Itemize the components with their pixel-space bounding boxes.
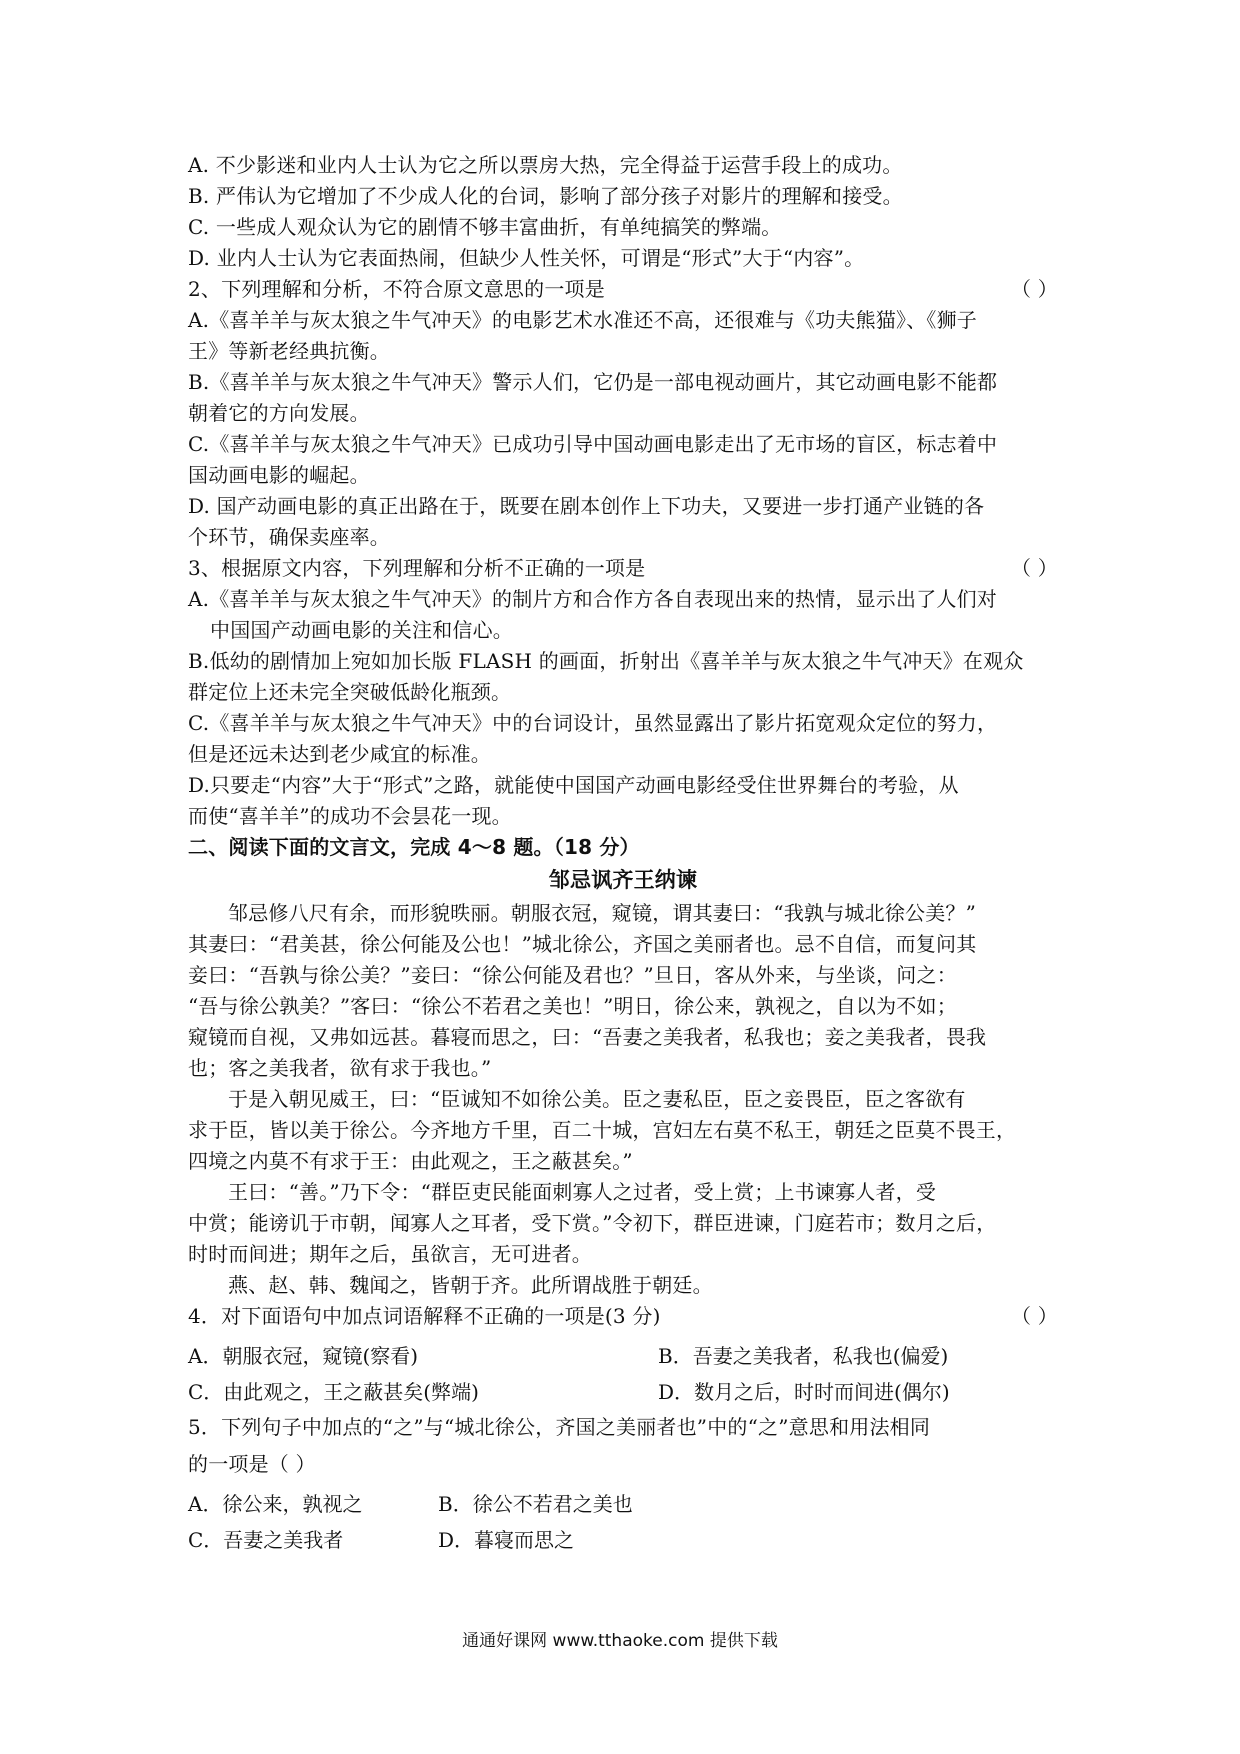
q4-option-b: B．吾妻之美我者，私我也(偏爱) — [658, 1344, 949, 1368]
passage-p1-line1: 邹忌修八尺有余，而形貌昳丽。朝服衣冠，窥镜，谓其妻曰：“我孰与城北徐公美？” — [228, 901, 977, 925]
q4-option-d: D．数月之后，时时而间进(偶尔) — [658, 1380, 950, 1404]
q3-option-b-line2: 群定位上还未完全突破低龄化瓶颈。 — [188, 680, 512, 704]
q5-stem-line1: 5．下列句子中加点的“之”与“城北徐公，齐国之美丽者也”中的“之”意思和用法相同 — [188, 1415, 931, 1439]
q3-option-b-line1: B.低幼的剧情加上宛如加长版 FLASH 的画面，折射出《喜羊羊与灰太狼之牛气冲天》在观众 — [188, 649, 1024, 673]
passage-title: 邹忌讽齐王纳谏 — [548, 868, 698, 892]
q4-answer-blank: （ ） — [1011, 1304, 1058, 1328]
q5-options-row-1 — [188, 1486, 1058, 1522]
passage-p1-line2: 其妻曰：“君美甚，徐公何能及公也！”城北徐公，齐国之美丽者也。忌不自信，而复问其 — [188, 932, 977, 956]
passage-p1-line6: 也；客之美我者，欲有求于我也。” — [188, 1056, 492, 1080]
q4-option-c: C．由此观之，王之蔽甚矣(弊端) — [188, 1380, 479, 1404]
q2-option-a-line1: A.《喜羊羊与灰太狼之牛气冲天》的电影艺术水准还不高，还很难与《功夫熊猫》、《狮子 — [188, 308, 978, 332]
passage-p2-line3: 四境之内莫不有求于王：由此观之，王之蔽甚矣。” — [188, 1149, 633, 1173]
q2-option-d-line2: 个环节，确保卖座率。 — [188, 525, 390, 549]
q2-stem: 2、下列理解和分析，不符合原文意思的一项是 — [188, 277, 605, 301]
q2-stem-row — [188, 274, 1058, 305]
q3-option-d-line2: 而使“喜羊羊”的成功不会昙花一现。 — [188, 804, 512, 828]
q3-stem-row — [188, 553, 1058, 584]
q2-answer-blank: （ ） — [1011, 277, 1058, 301]
passage-p1-line4: “吾与徐公孰美？”客曰：“徐公不若君之美也！”明日，徐公来，孰视之，自以为不如； — [188, 994, 957, 1018]
passage-p2-line1: 于是入朝见威王，曰：“臣诚知不如徐公美。臣之妻私臣，臣之妾畏臣，臣之客欲有 — [228, 1087, 966, 1111]
q4-options-row-2 — [188, 1374, 1058, 1410]
q1-option-b: B. 严伟认为它增加了不少成人化的台词，影响了部分孩子对影片的理解和接受。 — [188, 184, 903, 208]
document-body — [188, 150, 1058, 1558]
q2-option-b-line1: B.《喜羊羊与灰太狼之牛气冲天》警示人们，它仍是一部电视动画片，其它动画电影不能都 — [188, 370, 998, 394]
q3-stem: 3、根据原文内容，下列理解和分析不正确的一项是 — [188, 556, 646, 580]
passage-p1-line5: 窥镜而自视，又弗如远甚。暮寝而思之，曰：“吾妻之美我者，私我也；妾之美我者，畏我 — [188, 1025, 987, 1049]
passage-p3-line3: 时时而间进；期年之后，虽欲言，无可进者。 — [188, 1242, 592, 1266]
q4-stem: 4．对下面语句中加点词语解释不正确的一项是(3 分) — [188, 1304, 661, 1328]
passage-p3-line1: 王曰：“善。”乃下令：“群臣吏民能面刺寡人之过者，受上赏；上书谏寡人者，受 — [228, 1180, 937, 1204]
q4-option-a: A．朝服衣冠，窥镜(察看) — [188, 1344, 419, 1368]
q3-option-c-line2: 但是还远未达到老少咸宜的标准。 — [188, 742, 491, 766]
passage-p4-line1: 燕、赵、韩、魏闻之，皆朝于齐。此所谓战胜于朝廷。 — [228, 1273, 713, 1297]
q2-option-a-line2: 王》等新老经典抗衡。 — [188, 339, 390, 363]
page-footer: 通通好课网 www.tthaoke.com 提供下载 — [462, 1631, 778, 1651]
q5-options-row-2 — [188, 1522, 1058, 1558]
q2-option-c-line1: C.《喜羊羊与灰太狼之牛气冲天》已成功引导中国动画电影走出了无市场的盲区，标志着中 — [188, 432, 998, 456]
q3-option-d-line1: D.只要走“内容”大于“形式”之路，就能使中国国产动画电影经受住世界舞台的考验，从 — [188, 773, 959, 797]
q1-option-d: D. 业内人士认为它表面热闹，但缺少人性关怀，可谓是“形式”大于“内容”。 — [188, 246, 865, 270]
q4-stem-row — [188, 1301, 1058, 1332]
passage-p3-line2: 中赏；能谤讥于市朝，闻寡人之耳者，受下赏。”令初下，群臣进谏，门庭若市；数月之后， — [188, 1211, 997, 1235]
q5-option-d: D．暮寝而思之 — [438, 1528, 575, 1552]
q3-option-c-line1: C.《喜羊羊与灰太狼之牛气冲天》中的台词设计，虽然显露出了影片拓宽观众定位的努力， — [188, 711, 998, 735]
q1-option-a: A. 不少影迷和业内人士认为它之所以票房大热，完全得益于运营手段上的成功。 — [188, 153, 903, 177]
q1-option-c: C. 一些成人观众认为它的剧情不够丰富曲折，有单纯搞笑的弊端。 — [188, 215, 782, 239]
passage-p1-line3: 妾曰：“吾孰与徐公美？”妾曰：“徐公何能及君也？”旦日，客从外来，与坐谈，问之： — [188, 963, 957, 987]
q3-option-a-line2: 中国国产动画电影的关注和信心。 — [210, 618, 513, 642]
section-2-heading: 二、阅读下面的文言文，完成 4～8 题。（18 分） — [188, 835, 640, 859]
q2-option-d-line1: D. 国产动画电影的真正出路在于，既要在剧本创作上下功夫，又要进一步打通产业链的各 — [188, 494, 985, 518]
q5-option-a: A．徐公来，孰视之 — [188, 1492, 363, 1516]
q3-answer-blank: （ ） — [1011, 556, 1058, 580]
q5-option-c: C．吾妻之美我者 — [188, 1528, 344, 1552]
q2-option-b-line2: 朝着它的方向发展。 — [188, 401, 370, 425]
q4-options-row-1 — [188, 1338, 1058, 1374]
passage-p2-line2: 求于臣，皆以美于徐公。今齐地方千里，百二十城，宫妇左右莫不私王，朝廷之臣莫不畏王， — [188, 1118, 1017, 1142]
q3-option-a-line1: A.《喜羊羊与灰太狼之牛气冲天》的制片方和合作方各自表现出来的热情，显示出了人们对 — [188, 587, 998, 611]
q2-option-c-line2: 国动画电影的崛起。 — [188, 463, 370, 487]
q5-option-b: B．徐公不若君之美也 — [438, 1492, 633, 1516]
q5-stem-line2: 的一项是（ ） — [188, 1452, 316, 1476]
